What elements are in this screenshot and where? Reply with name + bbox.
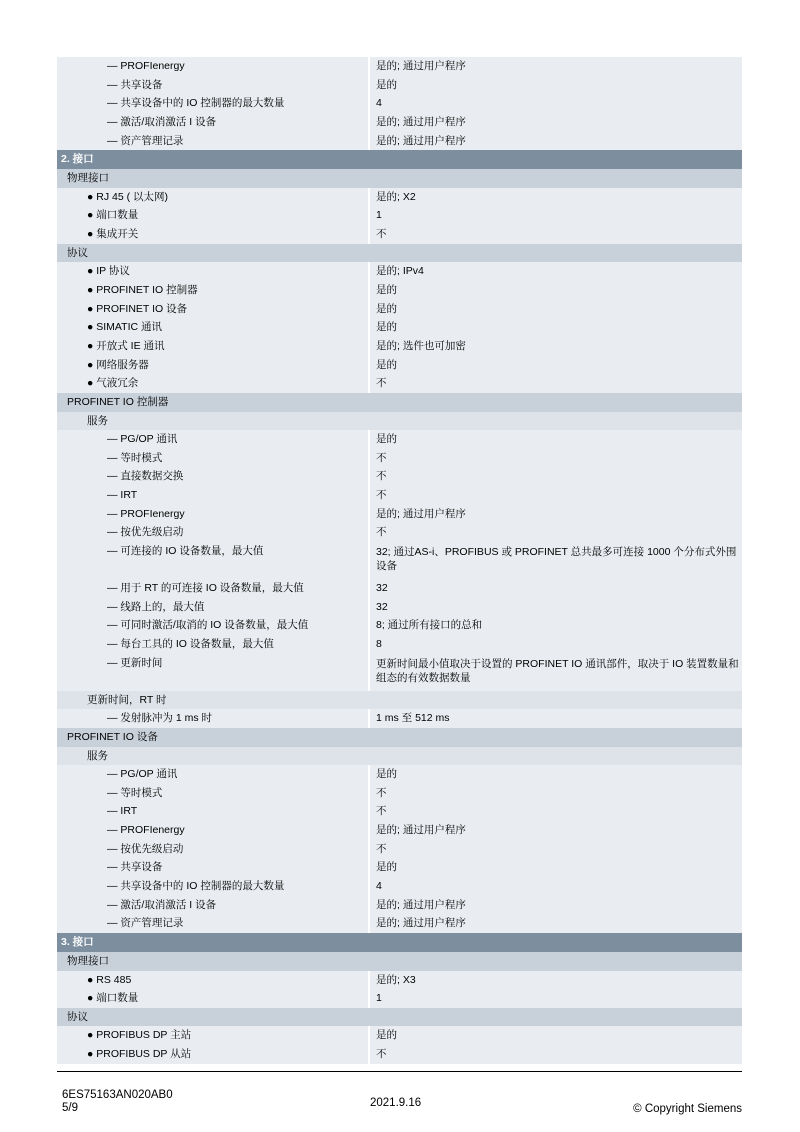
row-label: — 共享设备 (57, 76, 368, 95)
row-value: 8 (370, 635, 742, 654)
table-row (57, 113, 742, 132)
table-row (57, 784, 742, 803)
row-label: ● PROFINET IO 控制器 (57, 281, 368, 300)
table-row (57, 896, 742, 915)
row-value: 1 (370, 206, 742, 225)
table-row (57, 337, 742, 356)
row-value: 不 (370, 449, 742, 468)
row-value: 是的; IPv4 (370, 262, 742, 281)
table-row (57, 821, 742, 840)
footer-date: 2021.9.16 (370, 1097, 422, 1109)
row-label: — 激活/取消激活 I 设备 (57, 113, 368, 132)
table-row (57, 505, 742, 524)
row-value: 是的 (370, 300, 742, 319)
row-value: 不 (370, 374, 742, 393)
subsection-header: 协议 (57, 1008, 742, 1027)
row-value: 是的; 通过用户程序 (370, 113, 742, 132)
row-label: — 线路上的，最大值 (57, 598, 368, 617)
row-value: 是的; 选件也可加密 (370, 337, 742, 356)
row-value: 不 (370, 1045, 742, 1064)
table-row (57, 449, 742, 468)
row-label: — PG/OP 通讯 (57, 765, 368, 784)
row-label: — 激活/取消激活 I 设备 (57, 896, 368, 915)
row-label: ● 气液冗余 (57, 374, 368, 393)
subsection-header: 物理接口 (57, 952, 742, 971)
row-label: — 资产管理记录 (57, 132, 368, 151)
row-value: 是的 (370, 356, 742, 375)
table-row (57, 318, 742, 337)
row-label: — PROFIenergy (57, 57, 368, 76)
row-value: 是的 (370, 765, 742, 784)
row-label: — 每台工具的 IO 设备数量，最大值 (57, 635, 368, 654)
row-label: — 用于 RT 的可连接 IO 设备数量，最大值 (57, 579, 368, 598)
row-label: — 共享设备 (57, 858, 368, 877)
row-label: ● 开放式 IE 通讯 (57, 337, 368, 356)
row-label: — PG/OP 通讯 (57, 430, 368, 449)
row-label: — 可同时激活/取消的 IO 设备数量，最大值 (57, 616, 368, 635)
row-label: — 等时模式 (57, 449, 368, 468)
row-value: 是的 (370, 76, 742, 95)
table-row (57, 262, 742, 281)
table-row (57, 1026, 742, 1045)
row-label: — 按优先级启动 (57, 840, 368, 859)
row-value: 32 (370, 598, 742, 617)
footer-copyright: © Copyright Siemens (633, 1103, 742, 1115)
row-value: 更新时间最小值取决于设置的 PROFINET IO 通讯部件，取决于 IO 装置数量和组态的有效数据数量 (370, 654, 742, 691)
page-number: 5/9 (62, 1102, 78, 1114)
row-label: — 按优先级启动 (57, 523, 368, 542)
row-value: 是的; 通过用户程序 (370, 132, 742, 151)
row-value: 是的; 通过用户程序 (370, 505, 742, 524)
row-value: 4 (370, 94, 742, 113)
row-value: 是的 (370, 1026, 742, 1045)
row-label: ● PROFIBUS DP 主站 (57, 1026, 368, 1045)
row-value: 不 (370, 840, 742, 859)
row-value: 不 (370, 225, 742, 244)
row-value: 32 (370, 579, 742, 598)
row-label: ● RS 485 (57, 971, 368, 990)
table-row (57, 356, 742, 375)
row-label: — 可连接的 IO 设备数量，最大值 (57, 542, 368, 579)
table-row (57, 877, 742, 896)
table-row (57, 654, 742, 691)
row-label: ● 端口数量 (57, 989, 368, 1008)
table-row (57, 1045, 742, 1064)
row-value: 是的 (370, 430, 742, 449)
datasheet-table (57, 57, 742, 1064)
row-label: — 资产管理记录 (57, 914, 368, 933)
row-label: — 等时模式 (57, 784, 368, 803)
table-row (57, 430, 742, 449)
table-row (57, 76, 742, 95)
subsection-header: 物理接口 (57, 169, 742, 188)
row-value: 是的; 通过用户程序 (370, 896, 742, 915)
table-row (57, 579, 742, 598)
section-header: 3. 接口 (57, 933, 742, 952)
table-row (57, 523, 742, 542)
table-row (57, 374, 742, 393)
row-label: — 更新时间 (57, 654, 368, 691)
row-label: ● SIMATIC 通讯 (57, 318, 368, 337)
table-row (57, 914, 742, 933)
table-row (57, 188, 742, 207)
page-footer (57, 1071, 742, 1115)
row-value: 不 (370, 802, 742, 821)
table-row (57, 132, 742, 151)
row-label: — IRT (57, 486, 368, 505)
table-row (57, 281, 742, 300)
row-value: 1 ms 至 512 ms (370, 709, 742, 728)
table-row (57, 709, 742, 728)
row-label: ● RJ 45 ( 以太网) (57, 188, 368, 207)
table-row (57, 858, 742, 877)
row-value: 是的; X2 (370, 188, 742, 207)
table-row (57, 971, 742, 990)
footer-left (62, 1089, 173, 1115)
subsection-header: PROFINET IO 设备 (57, 728, 742, 747)
row-value: 是的; 通过用户程序 (370, 914, 742, 933)
row-value: 不 (370, 467, 742, 486)
subsection-header-level2: 服务 (57, 747, 742, 766)
row-label: — IRT (57, 802, 368, 821)
article-number: 6ES75163AN020AB0 (62, 1089, 173, 1101)
row-label: — PROFIenergy (57, 821, 368, 840)
table-row (57, 840, 742, 859)
row-value: 是的; 通过用户程序 (370, 57, 742, 76)
row-value: 是的 (370, 318, 742, 337)
section-header: 2. 接口 (57, 150, 742, 169)
table-row (57, 802, 742, 821)
row-label: ● 端口数量 (57, 206, 368, 225)
table-row (57, 635, 742, 654)
row-label: ● PROFINET IO 设备 (57, 300, 368, 319)
row-value: 1 (370, 989, 742, 1008)
row-label: — 共享设备中的 IO 控制器的最大数量 (57, 94, 368, 113)
subsection-header: PROFINET IO 控制器 (57, 393, 742, 412)
row-label: — 直接数据交换 (57, 467, 368, 486)
table-row (57, 225, 742, 244)
row-value: 是的 (370, 858, 742, 877)
row-value: 8; 通过所有接口的总和 (370, 616, 742, 635)
table-row (57, 989, 742, 1008)
row-value: 不 (370, 523, 742, 542)
row-label: ● 集成开关 (57, 225, 368, 244)
row-label: ● IP 协议 (57, 262, 368, 281)
table-row (57, 94, 742, 113)
table-row (57, 598, 742, 617)
table-row (57, 542, 742, 579)
row-label: — 发射脉冲为 1 ms 时 (57, 709, 368, 728)
row-value: 不 (370, 784, 742, 803)
table-row (57, 300, 742, 319)
table-row (57, 486, 742, 505)
table-row (57, 467, 742, 486)
subsection-header-level2: 服务 (57, 412, 742, 431)
table-row (57, 616, 742, 635)
table-row (57, 206, 742, 225)
row-label: ● 网络服务器 (57, 356, 368, 375)
row-value: 是的; 通过用户程序 (370, 821, 742, 840)
subsection-header: 协议 (57, 244, 742, 263)
row-value: 不 (370, 486, 742, 505)
row-label: ● PROFIBUS DP 从站 (57, 1045, 368, 1064)
table-row (57, 57, 742, 76)
row-value: 是的; X3 (370, 971, 742, 990)
row-value: 是的 (370, 281, 742, 300)
row-value: 4 (370, 877, 742, 896)
row-value: 32; 通过AS-i、PROFIBUS 或 PROFINET 总共最多可连接 1000 个分布式外围设备 (370, 542, 742, 579)
subsection-header-level2: 更新时间，RT 时 (57, 691, 742, 710)
row-label: — PROFIenergy (57, 505, 368, 524)
row-label: — 共享设备中的 IO 控制器的最大数量 (57, 877, 368, 896)
table-row (57, 765, 742, 784)
